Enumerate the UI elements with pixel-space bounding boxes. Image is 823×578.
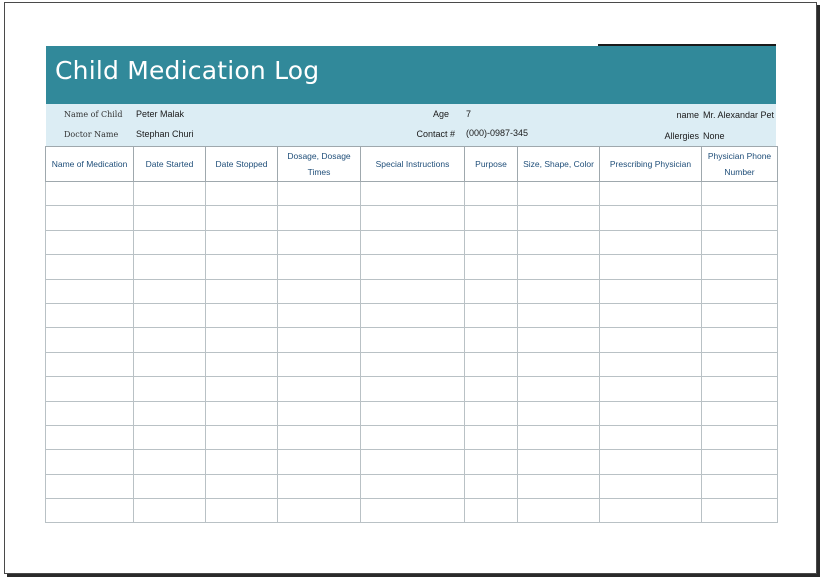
name-value[interactable]: Mr. Alexandar Pet: [703, 110, 775, 120]
table-cell[interactable]: [702, 328, 778, 352]
table-header-row: [46, 147, 778, 182]
col-header-size-shape-color: Size, Shape, Color: [518, 147, 600, 182]
table-cell[interactable]: [518, 182, 600, 206]
table-cell[interactable]: [278, 182, 361, 206]
table-cell[interactable]: [465, 474, 518, 498]
table-cell[interactable]: [600, 450, 702, 474]
table-cell[interactable]: [600, 474, 702, 498]
table-cell[interactable]: [278, 450, 361, 474]
table-row: [46, 230, 778, 254]
table-cell[interactable]: [134, 279, 206, 303]
table-cell[interactable]: [46, 182, 134, 206]
table-cell[interactable]: [465, 182, 518, 206]
col-header-medication: Name of Medication: [46, 147, 134, 182]
table-cell[interactable]: [134, 425, 206, 449]
table-cell[interactable]: [46, 352, 134, 376]
table-cell[interactable]: [518, 352, 600, 376]
table-cell[interactable]: [46, 450, 134, 474]
table-row: [46, 352, 778, 376]
table-row: [46, 206, 778, 230]
table-cell[interactable]: [600, 230, 702, 254]
table-cell[interactable]: [46, 474, 134, 498]
table-cell[interactable]: [134, 450, 206, 474]
col-header-purpose: Purpose: [465, 147, 518, 182]
table-cell[interactable]: [361, 401, 465, 425]
table-row: [46, 182, 778, 206]
table-cell[interactable]: [134, 255, 206, 279]
contact-label: Contact #: [416, 129, 455, 139]
table-row: [46, 499, 778, 523]
table-cell[interactable]: [600, 206, 702, 230]
table-cell[interactable]: [518, 401, 600, 425]
table-cell[interactable]: [206, 425, 278, 449]
table-cell[interactable]: [702, 279, 778, 303]
table-cell[interactable]: [702, 255, 778, 279]
table-cell[interactable]: [518, 279, 600, 303]
table-cell[interactable]: [206, 401, 278, 425]
table-cell[interactable]: [465, 255, 518, 279]
table-cell[interactable]: [600, 401, 702, 425]
table-cell[interactable]: [465, 425, 518, 449]
page-title: Child Medication Log: [55, 56, 320, 85]
table-cell[interactable]: [46, 401, 134, 425]
table-cell[interactable]: [361, 255, 465, 279]
table-cell[interactable]: [518, 230, 600, 254]
table-cell[interactable]: [702, 377, 778, 401]
table-cell[interactable]: [600, 279, 702, 303]
table-cell[interactable]: [46, 279, 134, 303]
table-cell[interactable]: [206, 182, 278, 206]
table-cell[interactable]: [702, 206, 778, 230]
table-cell[interactable]: [361, 328, 465, 352]
table-cell[interactable]: [465, 401, 518, 425]
table-cell[interactable]: [600, 425, 702, 449]
table-cell[interactable]: [600, 499, 702, 523]
table-cell[interactable]: [278, 499, 361, 523]
table-cell[interactable]: [518, 206, 600, 230]
table-cell[interactable]: [206, 474, 278, 498]
table-row: [46, 279, 778, 303]
table-cell[interactable]: [465, 450, 518, 474]
table-cell[interactable]: [134, 401, 206, 425]
table-cell[interactable]: [206, 230, 278, 254]
table-cell[interactable]: [46, 328, 134, 352]
table-cell[interactable]: [361, 474, 465, 498]
allergies-value[interactable]: None: [703, 131, 725, 141]
allergies-label: Allergies: [664, 131, 699, 141]
table-cell[interactable]: [465, 303, 518, 327]
title-banner: [46, 46, 776, 104]
table-cell[interactable]: [278, 255, 361, 279]
table-cell[interactable]: [206, 206, 278, 230]
medication-table: [45, 146, 778, 523]
age-label: Age: [432, 109, 449, 119]
table-cell[interactable]: [278, 401, 361, 425]
table-cell[interactable]: [518, 425, 600, 449]
doctor-name-label: Doctor Name: [64, 130, 119, 139]
table-cell[interactable]: [46, 303, 134, 327]
table-cell[interactable]: [206, 279, 278, 303]
table-cell[interactable]: [46, 425, 134, 449]
table-cell[interactable]: [518, 499, 600, 523]
table-cell[interactable]: [278, 352, 361, 376]
table-cell[interactable]: [518, 450, 600, 474]
table-cell[interactable]: [702, 499, 778, 523]
child-name-label: Name of Child: [64, 110, 123, 119]
table-cell[interactable]: [278, 206, 361, 230]
col-header-physician-phone: Physician Phone Number: [702, 147, 778, 182]
table-row: [46, 401, 778, 425]
table-cell[interactable]: [361, 450, 465, 474]
table-cell[interactable]: [278, 279, 361, 303]
table-cell[interactable]: [134, 303, 206, 327]
table-cell[interactable]: [361, 182, 465, 206]
table-cell[interactable]: [465, 230, 518, 254]
table-cell[interactable]: [518, 377, 600, 401]
table-cell[interactable]: [361, 377, 465, 401]
table-cell[interactable]: [702, 352, 778, 376]
table-cell[interactable]: [702, 450, 778, 474]
child-name-value[interactable]: Peter Malak: [136, 109, 185, 119]
table-cell[interactable]: [206, 303, 278, 327]
table-row: [46, 425, 778, 449]
table-cell[interactable]: [361, 425, 465, 449]
table-cell[interactable]: [600, 255, 702, 279]
table-cell[interactable]: [600, 352, 702, 376]
table-cell[interactable]: [465, 206, 518, 230]
table-cell[interactable]: [361, 279, 465, 303]
table-cell[interactable]: [278, 377, 361, 401]
table-cell[interactable]: [600, 303, 702, 327]
table-row: [46, 474, 778, 498]
table-cell[interactable]: [206, 255, 278, 279]
table-cell[interactable]: [361, 499, 465, 523]
table-cell[interactable]: [600, 328, 702, 352]
table-row: [46, 255, 778, 279]
table-cell[interactable]: [361, 206, 465, 230]
table-cell[interactable]: [206, 328, 278, 352]
table-cell[interactable]: [702, 401, 778, 425]
age-value[interactable]: 7: [466, 109, 472, 119]
table-row: [46, 377, 778, 401]
table-cell[interactable]: [134, 377, 206, 401]
table-cell[interactable]: [361, 352, 465, 376]
table-cell[interactable]: [361, 230, 465, 254]
col-header-prescribing-physician: Prescribing Physician: [600, 147, 702, 182]
table-cell[interactable]: [702, 474, 778, 498]
table-cell[interactable]: [702, 182, 778, 206]
table-cell[interactable]: [134, 230, 206, 254]
table-cell[interactable]: [206, 499, 278, 523]
table-cell[interactable]: [465, 352, 518, 376]
table-row: [46, 450, 778, 474]
table-body: [46, 182, 778, 523]
table-cell[interactable]: [206, 450, 278, 474]
table-row: [46, 328, 778, 352]
table-cell[interactable]: [361, 303, 465, 327]
table-cell[interactable]: [702, 303, 778, 327]
table-cell[interactable]: [465, 328, 518, 352]
table-cell[interactable]: [278, 328, 361, 352]
table-cell[interactable]: [600, 377, 702, 401]
table-cell[interactable]: [46, 377, 134, 401]
col-header-date-stopped: Date Stopped: [206, 147, 278, 182]
table-cell[interactable]: [46, 499, 134, 523]
table-cell[interactable]: [134, 182, 206, 206]
table-cell[interactable]: [465, 499, 518, 523]
col-header-dosage: Dosage, Dosage Times: [278, 147, 361, 182]
table-cell[interactable]: [206, 377, 278, 401]
col-header-date-started: Date Started: [134, 147, 206, 182]
table-cell[interactable]: [702, 425, 778, 449]
doctor-name-value[interactable]: Stephan Churi: [136, 129, 194, 139]
table-cell[interactable]: [278, 474, 361, 498]
table-cell[interactable]: [465, 377, 518, 401]
table-cell[interactable]: [518, 255, 600, 279]
table-cell[interactable]: [518, 303, 600, 327]
table-cell[interactable]: [46, 230, 134, 254]
table-cell[interactable]: [278, 230, 361, 254]
table-cell[interactable]: [46, 255, 134, 279]
table-cell[interactable]: [134, 206, 206, 230]
table-cell[interactable]: [134, 352, 206, 376]
contact-value[interactable]: (000)-0987-345: [466, 128, 529, 138]
table-row: [46, 303, 778, 327]
table-cell[interactable]: [702, 230, 778, 254]
table-cell[interactable]: [518, 328, 600, 352]
table-cell[interactable]: [134, 499, 206, 523]
table-cell[interactable]: [518, 474, 600, 498]
col-header-instructions: Special Instructions: [361, 147, 465, 182]
table-cell[interactable]: [465, 279, 518, 303]
table-cell[interactable]: [278, 425, 361, 449]
table-cell[interactable]: [278, 303, 361, 327]
name-label: name: [676, 110, 699, 120]
table-cell[interactable]: [600, 182, 702, 206]
child-info-band: [46, 104, 776, 146]
table-cell[interactable]: [46, 206, 134, 230]
table-cell[interactable]: [134, 328, 206, 352]
table-cell[interactable]: [134, 474, 206, 498]
table-cell[interactable]: [206, 352, 278, 376]
